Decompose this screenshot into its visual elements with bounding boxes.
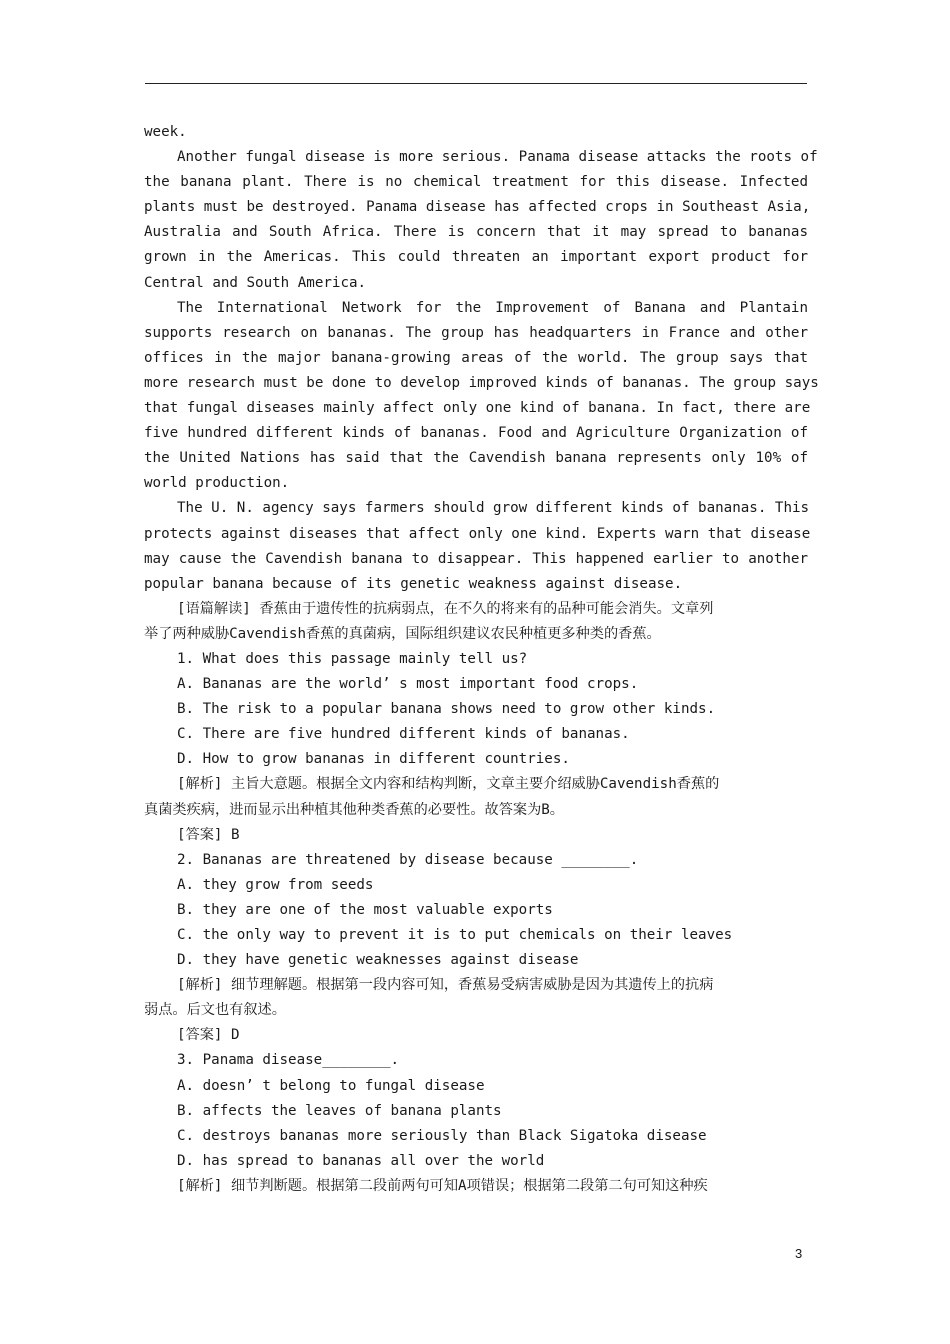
question-line: 3. Panama disease________. — [177, 1052, 400, 1069]
analysis-line: [解析] 细节判断题。根据第二段前两句可知A项错误；根据第二段第二句可知这种疾 — [177, 1177, 708, 1194]
answer-line: [答案] D — [177, 1027, 240, 1044]
option-line: A. they grow from seeds — [177, 876, 374, 893]
option-line: B. The risk to a popular banana shows need to grow other kinds. — [177, 701, 716, 718]
analysis-line: 弱点。后文也有叙述。 — [144, 1002, 286, 1019]
page-body — [144, 120, 819, 1199]
text-line: world production. — [144, 475, 290, 492]
text-line: Another fungal disease is more serious. Panama disease attacks the roots of — [177, 149, 818, 166]
text-line: week. — [144, 124, 187, 140]
page-number: 3 — [795, 1246, 803, 1261]
option-line: C. There are five hundred different kinds of bananas. — [177, 726, 630, 743]
text-line: plants must be destroyed. Panama disease has affected crops in Southeast Asia, — [144, 199, 811, 216]
option-line: D. they have genetic weaknesses against disease — [177, 952, 579, 969]
text-line: may cause the Cavendish banana to disappear. This happened earlier to another — [144, 550, 808, 567]
text-line: more research must be done to develop improved kinds of bananas. The group says — [144, 374, 819, 391]
analysis-line: [解析] 主旨大意题。根据全文内容和结构判断，文章主要介绍威胁Cavendish香蕉的 — [177, 776, 720, 793]
text-line: 举了两种威胁Cavendish香蕉的真菌病，国际组织建议农民种植更多种类的香蕉。 — [144, 625, 661, 642]
option-line: A. Bananas are the world’ s most important food crops. — [177, 676, 639, 693]
text-line: protects against diseases that affect only one kind. Experts warn that disease — [144, 525, 811, 542]
text-line: five hundred different kinds of bananas. Food and Agriculture Organization of — [144, 425, 808, 442]
analysis-line: [解析] 细节理解题。根据第一段内容可知，香蕉易受病害威胁是因为其遗传上的抗病 — [177, 977, 714, 994]
option-line: A. doesn’ t belong to fungal disease — [177, 1077, 485, 1094]
text-line: Australia and South Africa. There is concern that it may spread to bananas — [144, 224, 808, 241]
text-line: Central and South America. — [144, 274, 367, 291]
option-line: B. they are one of the most valuable exports — [177, 901, 553, 918]
text-line: the banana plant. There is no chemical treatment for this disease. Infected — [144, 174, 808, 191]
question-line: 2. Bananas are threatened by disease because ________. — [177, 851, 639, 868]
text-line: The International Network for the Improvement of Banana and Plantain — [177, 299, 808, 316]
text-line: popular banana because of its genetic weakness against disease. — [144, 575, 683, 592]
text-line: The U. N. agency says farmers should grow different kinds of bananas. This — [177, 500, 810, 517]
option-line: D. How to grow bananas in different countries. — [177, 751, 570, 768]
option-line: C. the only way to prevent it is to put chemicals on their leaves — [177, 927, 733, 943]
text-line: supports research on bananas. The group has headquarters in France and other — [144, 324, 808, 341]
option-line: C. destroys bananas more seriously than Black Sigatoka disease — [177, 1127, 707, 1144]
option-line: B. affects the leaves of banana plants — [177, 1102, 502, 1119]
text-line: offices in the major banana-growing areas of the world. The group says that — [144, 349, 808, 366]
text-line: that fungal diseases mainly affect only one kind of banana. In fact, there are — [144, 400, 811, 417]
option-line: D. has spread to bananas all over the world — [177, 1152, 545, 1169]
text-line: [语篇解读] 香蕉由于遗传性的抗病弱点，在不久的将来有的品种可能会消失。文章列 — [177, 600, 714, 617]
question-line: 1. What does this passage mainly tell us? — [177, 650, 528, 667]
text-line: the United Nations has said that the Cavendish banana represents only 10% of — [144, 450, 808, 467]
text-line: grown in the Americas. This could threaten an important export product for — [144, 249, 808, 266]
header-rule — [145, 83, 807, 84]
answer-line: [答案] B — [177, 826, 240, 843]
analysis-line: 真菌类疾病，进而显示出种植其他种类香蕉的必要性。故答案为B。 — [144, 801, 564, 818]
